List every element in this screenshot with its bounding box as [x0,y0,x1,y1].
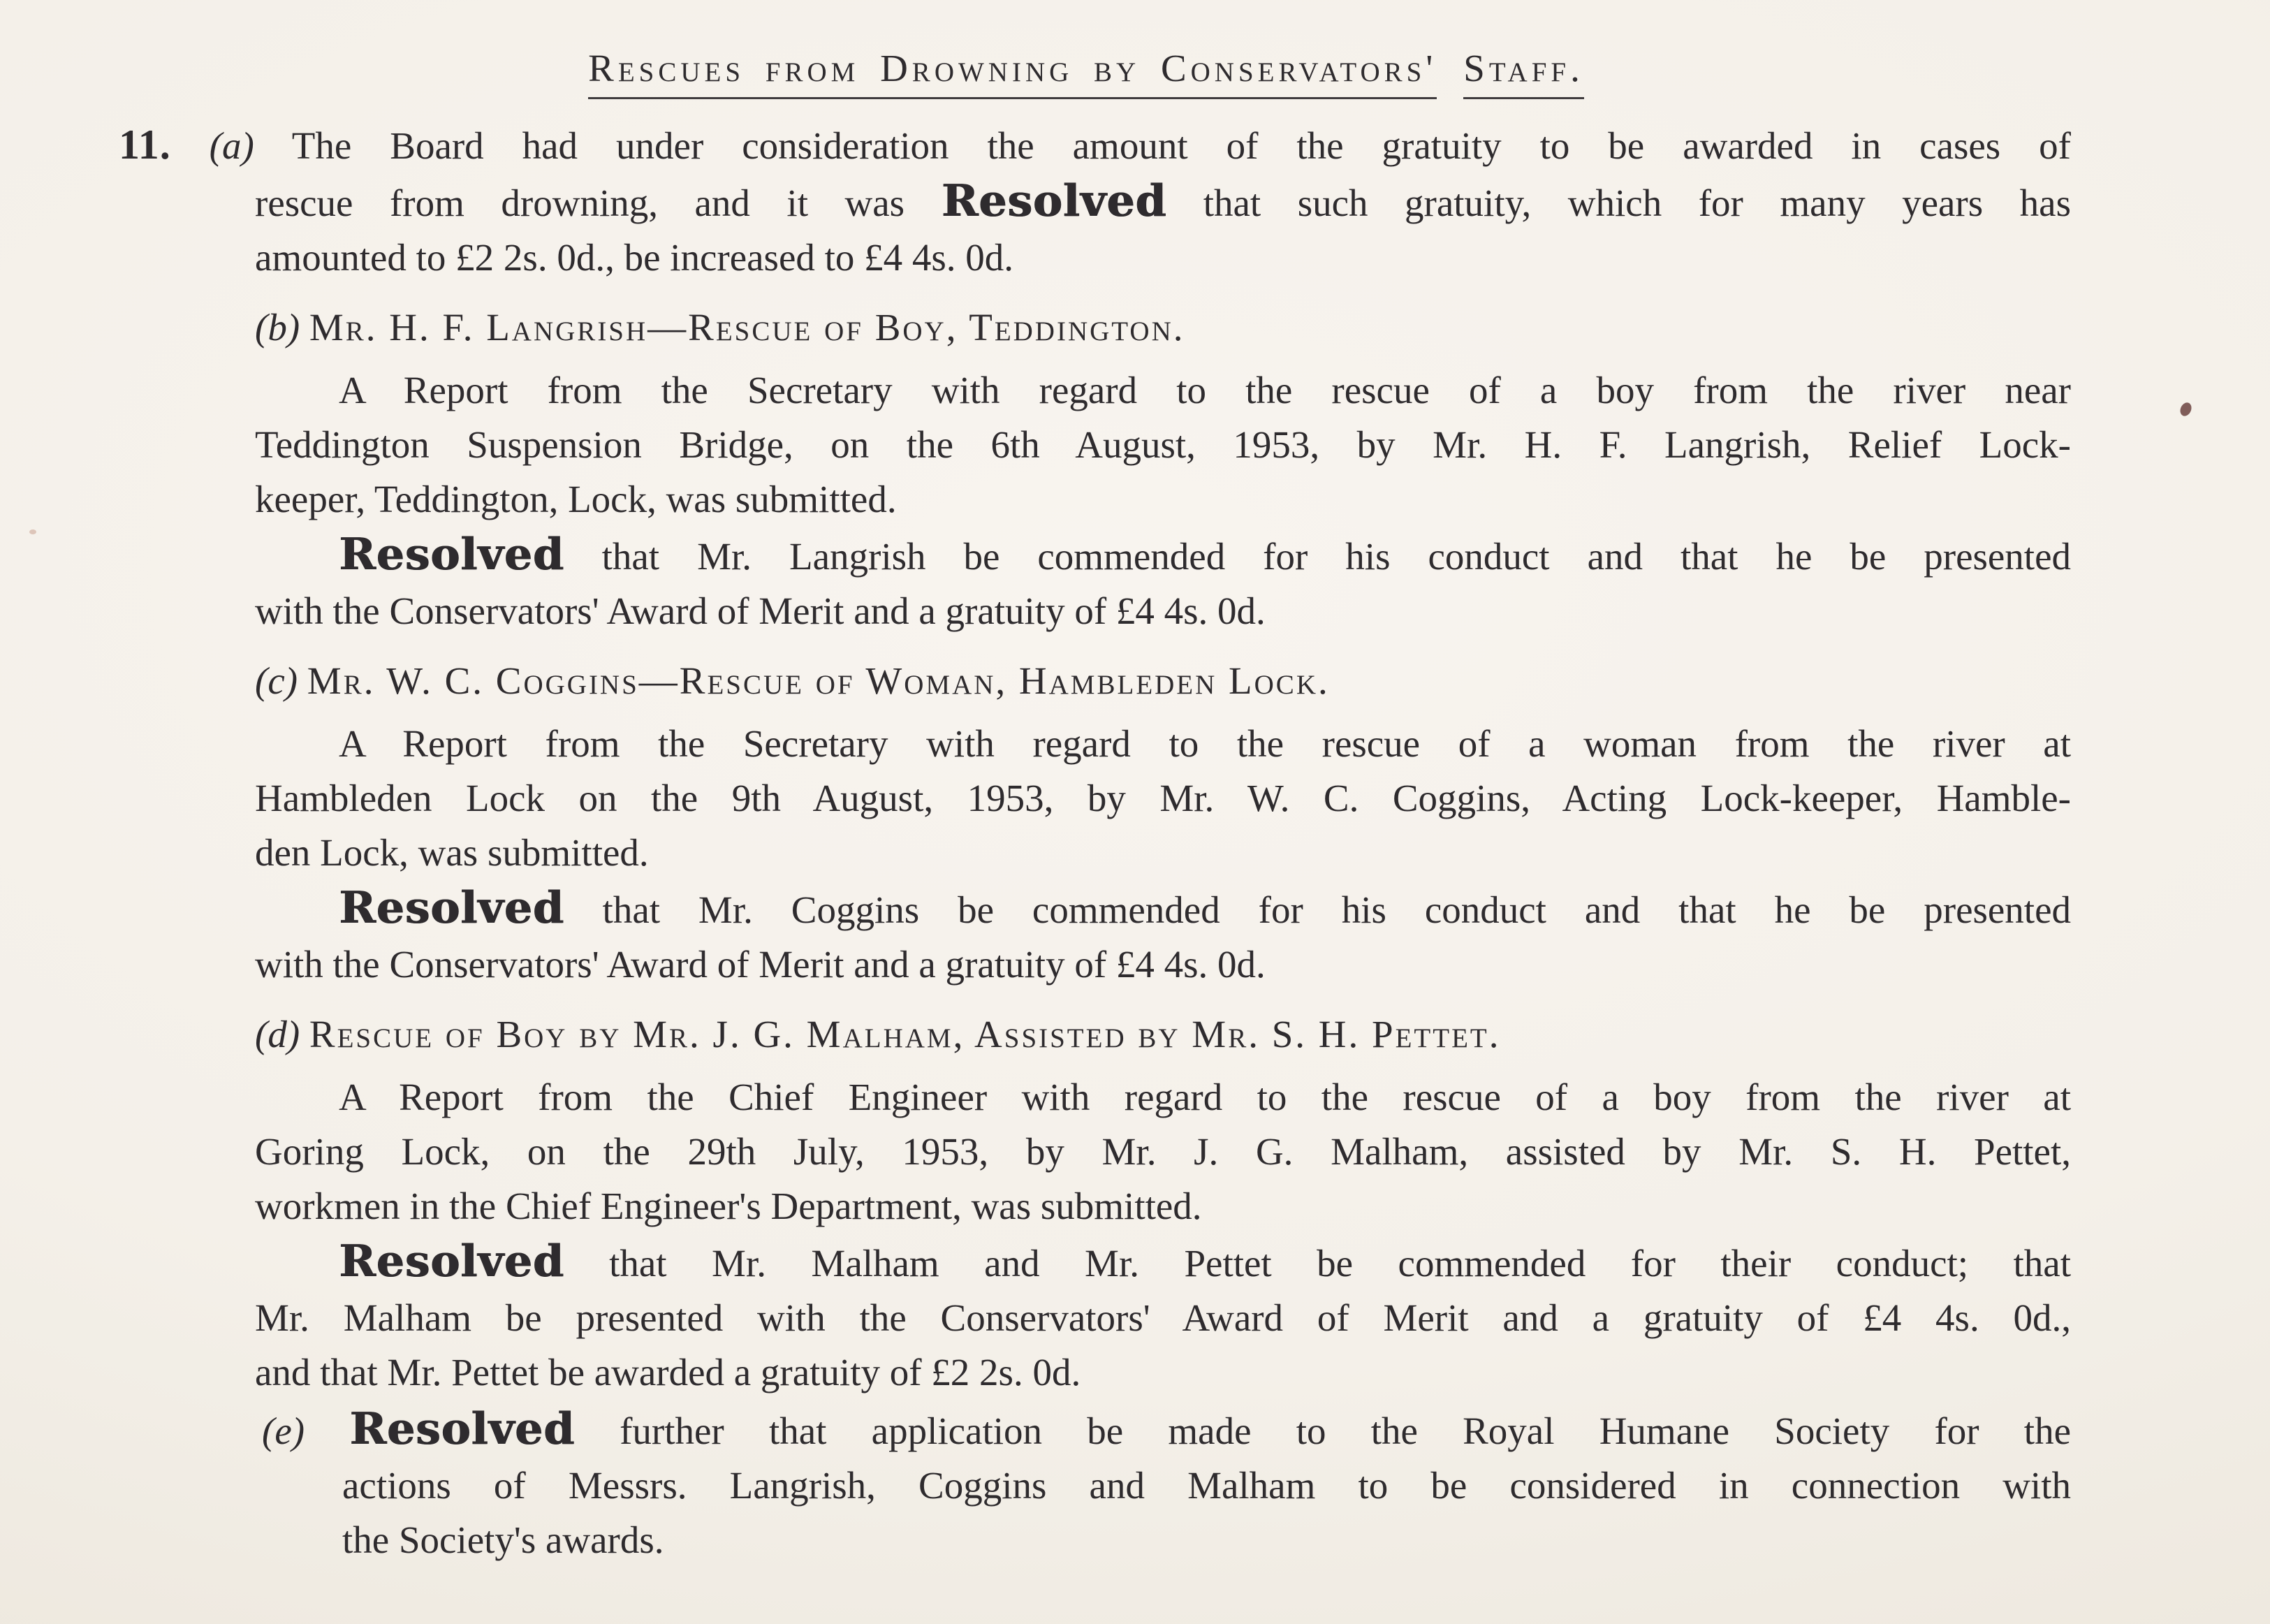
resolved-word: Resolved [349,1403,575,1454]
text-segment: with the Conservators' Award of Merit and a gratuity of £4 4s. 0d. [255,590,1266,632]
text-segment: that Mr. Coggins be commended for his conduct and that he be presented [564,888,2071,931]
text-segment: and that Mr. Pettet be awarded a gratuity of £2 2s. 0d. [255,1351,1081,1393]
text-segment: keeper, Teddington, Lock, was submitted. [255,478,897,520]
text-segment: den Lock, was submitted. [255,831,649,874]
resolved-word: Resolved [339,528,564,580]
section-label-b: (b) [255,306,300,349]
page-title-main: Rescues from Drowning by Conservators' [588,47,1437,99]
text-line [255,1345,2071,1400]
paper-speck [29,529,36,534]
text-line [119,117,2071,173]
text-segment: with the Conservators' Award of Merit and a gratuity of £4 4s. 0d. [255,943,1266,986]
text-segment: further that application be made to the Royal Humane Society for the [574,1410,2071,1452]
text-line [255,771,2071,826]
text-segment: the Society's awards. [342,1519,664,1561]
text-line [262,1401,2071,1458]
text-segment: A Report from the Secretary with regard to the rescue of a boy from the river near [339,369,2071,411]
text-line [255,937,2071,992]
text-line [339,880,2071,937]
text-line [255,173,2071,231]
text-line [255,826,2071,880]
text-line [339,1234,2071,1291]
text-segment: actions of Messrs. Langrish, Coggins and Malham to be considered in connection with [342,1464,2071,1507]
section-label-e: (e) [262,1410,305,1452]
section-e [0,1401,2270,1567]
section-c [0,654,2270,992]
section-heading-text: Mr. H. F. Langrish—Rescue of Boy, Teddington. [309,306,1185,349]
text-line [255,1291,2071,1345]
text-segment: that Mr. Langrish be commended for his conduct and that he be presented [564,535,2071,578]
section-b [0,300,2270,638]
resolved-word: Resolved [339,882,564,933]
text-segment: Hambleden Lock on the 9th August, 1953, by Mr. W. C. Coggins, Acting Lock-keeper, Hamble- [255,777,2071,819]
section-heading [255,1007,2071,1062]
text-line [255,584,2071,638]
text-segment: Goring Lock, on the 29th July, 1953, by Mr. J. G. Malham, assisted by Mr. S. H. Pettet, [255,1130,2071,1173]
section-heading [255,300,2071,355]
text-line [255,418,2071,472]
section-label-d: (d) [255,1013,300,1055]
text-line [255,231,2071,285]
text-segment: A Report from the Secretary with regard to the rescue of a woman from the river at [339,722,2071,765]
text-segment: workmen in the Chief Engineer's Department, was submitted. [255,1185,1202,1227]
text-segment: that Mr. Malham and Mr. Pettet be commended for their conduct; that [564,1242,2071,1285]
text-segment: A Report from the Chief Engineer with regard to the rescue of a boy from the river at [339,1076,2071,1118]
item-number: 11. [119,122,171,168]
text-segment: Teddington Suspension Bridge, on the 6th August, 1953, by Mr. H. F. Langrish, Relief Lock- [255,423,2071,466]
section-heading-text: Mr. W. C. Coggins—Rescue of Woman, Hambleden Lock. [307,659,1330,702]
text-line [255,1125,2071,1179]
text-line [255,472,2071,527]
page-title-tail: Staff. [1463,47,1584,99]
text-segment: amounted to £2 2s. 0d., be increased to £4 4s. 0d. [255,236,1014,279]
text-line [339,527,2071,584]
page-title [0,41,2221,96]
resolved-word: Resolved [941,175,1167,226]
section-heading-text: Rescue of Boy by Mr. J. G. Malham, Assisted by Mr. S. H. Pettet. [309,1013,1501,1055]
text-line [255,1179,2071,1234]
resolved-word: Resolved [339,1235,564,1287]
text-segment: that such gratuity, which for many years has [1166,182,2071,224]
text-segment: Mr. Malham be presented with the Conservators' Award of Merit and a gratuity of £4 4s. 0d., [255,1296,2071,1339]
text-line [342,1458,2071,1513]
section-a [0,117,2270,285]
text-line [342,1513,2071,1567]
section-label-c: (c) [255,659,298,702]
text-line [339,717,2071,771]
text-line [339,363,2071,418]
section-d [0,1007,2270,1400]
section-heading [255,654,2071,708]
text-line [339,1070,2071,1125]
section-label-a: (a) [209,124,254,167]
text-segment: rescue from drowning, and it was [255,182,942,224]
text-segment: The Board had under consideration the amount of the gratuity to be awarded in cases of [291,124,2071,167]
